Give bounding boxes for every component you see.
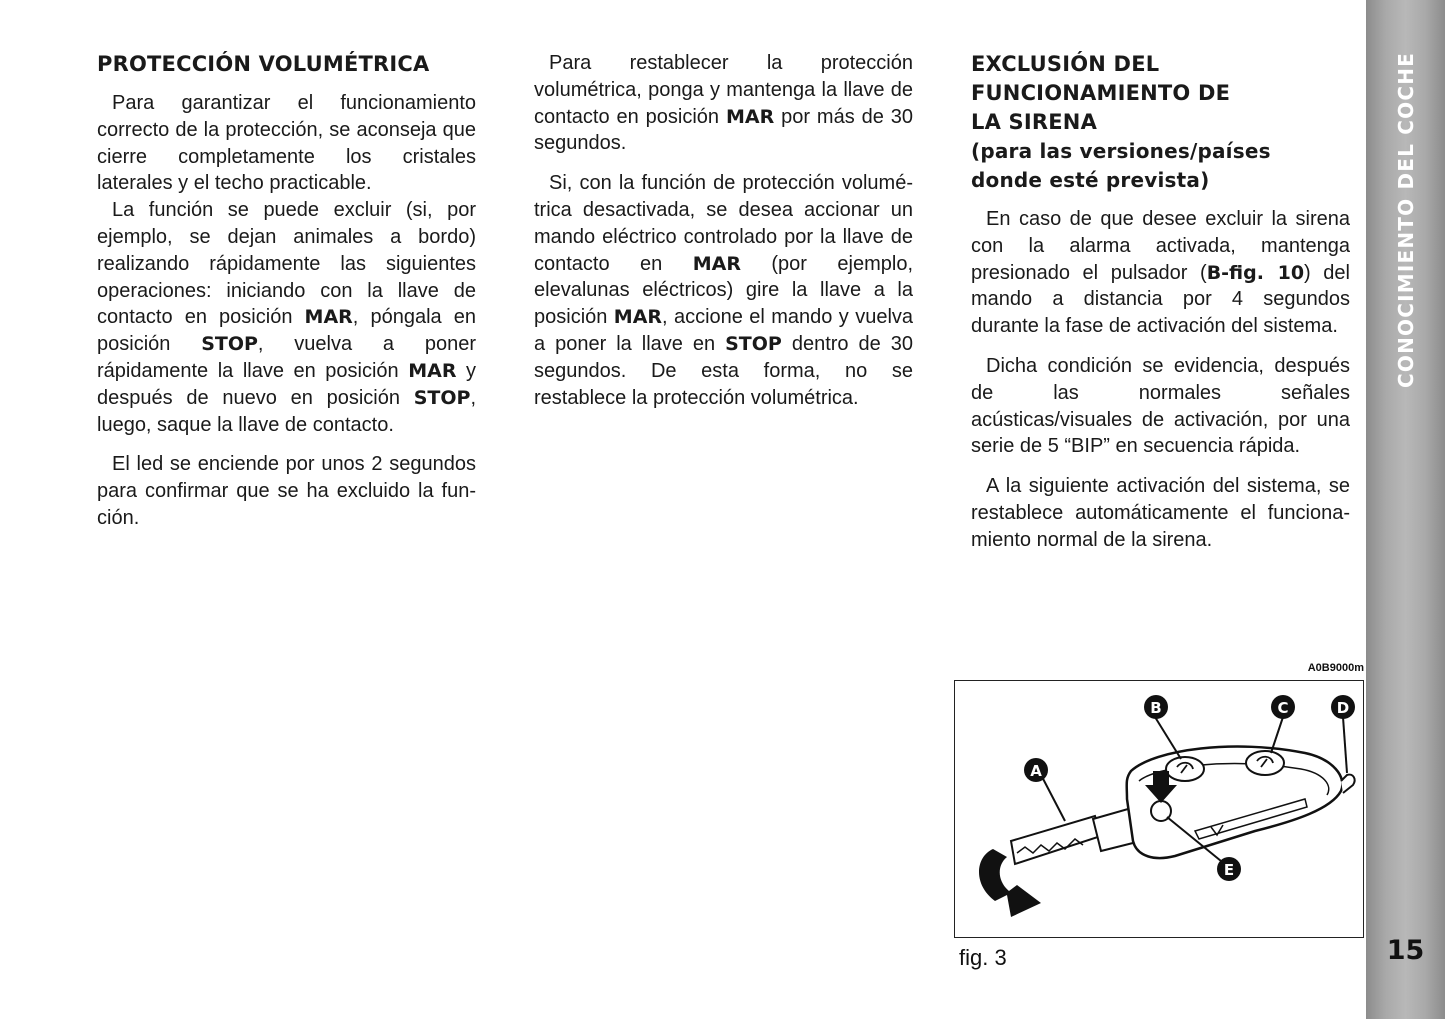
column-3	[971, 50, 1350, 567]
callout-d	[1331, 695, 1355, 719]
paragraph: Dicha condición se evidencia, después de las normales señales acústicas/visuales de activación, por una serie de 5 “BIP” en secuencia rápida.	[971, 354, 1350, 458]
key-blade	[1011, 807, 1141, 864]
paragraph: A la siguiente activación del sistema, se restablece automáticamente el funcionamiento normal de la sirena.	[971, 475, 1350, 551]
column-1	[97, 50, 476, 545]
column-2	[534, 50, 913, 424]
callout-e	[1217, 857, 1241, 881]
figure-code: A0B9000m	[1307, 662, 1364, 674]
callout-label: C	[1277, 699, 1289, 717]
remote-key-illustration	[955, 681, 1362, 936]
paragraph: Para restablecer la protección volumétrica, ponga y mantenga la llave de contacto en posición MAR por más de 30 segundos.	[534, 52, 913, 155]
paragraph: En caso de que desee excluir la sirena con la alarma activada, mantenga presionado el pulsador (B-fig. 10) del mando a distancia por 4 segundos durante la fase de activación del sistema.	[971, 208, 1350, 338]
section-heading-exclusion: EXCLUSIÓN DEL FUNCIONAMIENTO DE LA SIRENA (para las versiones/países donde esté prevista)	[971, 50, 1350, 195]
section-subheading: (para las versiones/países	[971, 139, 1271, 163]
page-number: 15	[1386, 935, 1425, 966]
paragraph: La función se puede excluir (si, por ejemplo, se dejan animales a bordo) realizando rápidamente las siguientes operaciones: iniciando con la llave de contacto en posición MAR, póngala en posición STOP, vuelva a poner rápidamente la llave en posición MAR y después de nuevo en posición STOP, luego, saque la llave de contacto.	[97, 199, 476, 436]
callout-label: A	[1030, 762, 1042, 780]
paragraph: Para garantizar el funcionamiento correcto de la protección, se aconseja que cierre completamente los cristales laterales y el techo practicable.	[97, 92, 476, 195]
key-figure	[954, 680, 1364, 938]
callout-c	[1271, 695, 1295, 719]
paragraph: El led se enciende por unos 2 segundos para confirmar que se ha excluido la función.	[97, 453, 476, 529]
callout-label: B	[1150, 699, 1162, 717]
callout-a	[1024, 758, 1048, 782]
figure-caption: fig. 3	[959, 945, 1007, 970]
paragraph: Si, con la función de protección volumétrica desactivada, se desea accionar un mando eléctrico controlado por la llave de contacto en MAR (por ejemplo, elevalunas eléctricos) gire la llave a la posición MAR, accione el mando y vuelva a poner la llave en STOP dentro de 30 segundos. De esta forma, no se restablece la protección volumétrica.	[534, 172, 914, 409]
callout-label: E	[1223, 861, 1235, 879]
callout-b	[1144, 695, 1168, 719]
section-heading-proteccion: PROTECCIÓN VOLUMÉTRICA	[97, 52, 430, 76]
callout-label: D	[1336, 699, 1350, 717]
chapter-title: CONOCIMIENTO DEL COCHE	[1394, 51, 1418, 389]
